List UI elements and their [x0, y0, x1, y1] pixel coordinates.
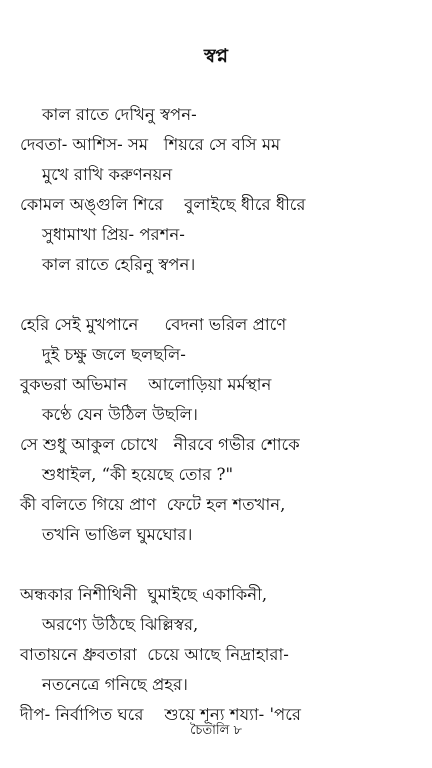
poem-line: বুকভরা অভিমান আলোড়িয়া মর্মস্থান	[20, 375, 272, 394]
poem-line: শুধাইল, “কী হয়েছে তোর ?"	[42, 465, 234, 484]
stanza-1	[20, 100, 420, 280]
poem-line: অন্ধকার নিশীথিনী ঘুমাইছে একাকিনী,	[20, 585, 268, 604]
poem-line: সে শুধু আকুল চোখে নীরবে গভীর শোকে	[20, 435, 300, 454]
poem-line: কণ্ঠে যেন উঠিল উছলি।	[42, 405, 198, 424]
poem-line: দেবতা- আশিস- সম শিয়রে সে বসি মম	[20, 135, 281, 154]
poem-line: তখনি ভাঙিল ঘুমঘোর।	[42, 525, 193, 544]
poem-line: সুধামাখা প্রিয়- পরশন-	[42, 225, 185, 244]
stanza-2	[20, 310, 420, 550]
poem-line: দুই চক্ষু জলে ছলছলি-	[42, 345, 186, 364]
poem-line: বাতায়নে ধ্রুবতারা চেয়ে আছে নিদ্রাহারা-	[20, 645, 289, 664]
page-footer: চৈতালি ৮	[190, 723, 242, 738]
poem-line: হেরি সেই মুখপানে বেদনা ভরিল প্রাণে	[20, 315, 287, 334]
poem-line: দীপ- নির্বাপিত ঘরে শুয়ে শূন্য শয্যা- 'পরে	[20, 705, 301, 724]
poem-title: স্বপ্ন	[203, 45, 229, 67]
poem-body	[20, 100, 420, 760]
poem-line: নতনেত্রে গনিছে প্রহর।	[42, 675, 188, 694]
poem-line: অরণ্যে উঠিছে ঝিল্লিস্বর,	[42, 615, 199, 634]
poem-line: কী বলিতে গিয়ে প্রাণ ফেটে হল শতখান,	[20, 495, 286, 514]
poem-line: কোমল অঙ্গুলি শিরে বুলাইছে ধীরে ধীরে	[20, 195, 306, 214]
poem-line: কাল রাতে দেখিনু স্বপন-	[42, 105, 197, 124]
stanza-3	[20, 580, 420, 730]
poem-line: মুখে রাখি করুণনয়ন	[42, 165, 173, 184]
poem-line: কাল রাতে হেরিনু স্বপন।	[42, 255, 196, 274]
